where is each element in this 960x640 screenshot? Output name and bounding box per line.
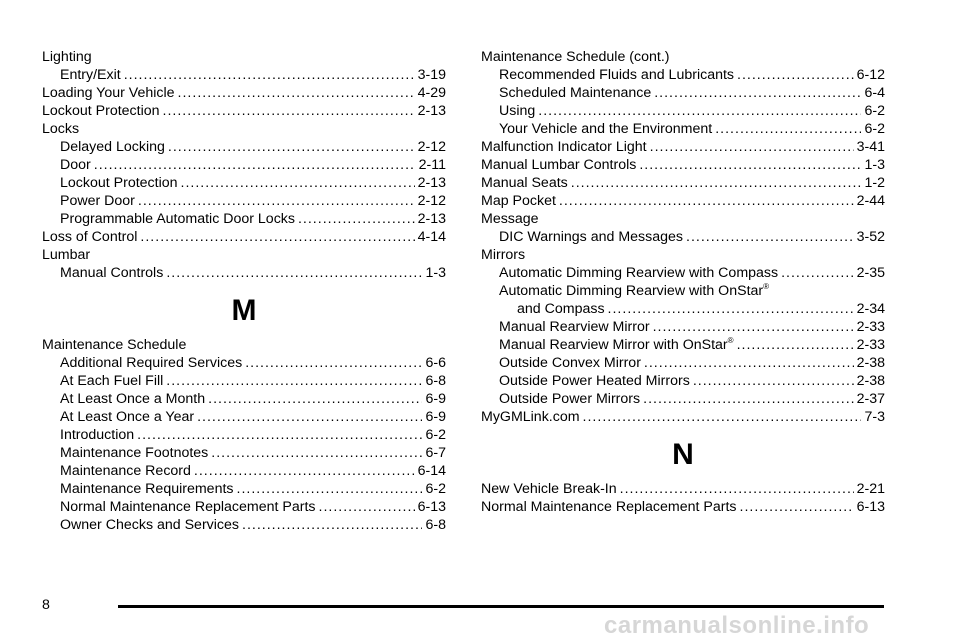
index-entry-text: [60, 426, 134, 444]
index-entry-label: Entry/Exit: [60, 67, 121, 83]
index-entry: [42, 462, 446, 480]
index-entry-text: [60, 480, 234, 498]
index-entry-text: [481, 174, 568, 192]
index-entry-page: 1-3: [425, 265, 446, 281]
dot-leader: [737, 66, 854, 84]
dot-leader: [237, 480, 423, 498]
index-entry-page: 2-34: [856, 301, 885, 317]
index-entry-label: Delayed Locking: [60, 139, 165, 155]
index-entry: [42, 354, 446, 372]
index-entry-label: Owner Checks and Services: [60, 517, 239, 533]
index-entry-page: 2-37: [856, 391, 885, 407]
dot-leader: [583, 408, 862, 426]
index-heading-text: Maintenance Schedule (cont.): [481, 49, 670, 65]
page-number: 8: [42, 597, 50, 613]
index-entry-label: MyGMLink.com: [481, 409, 580, 425]
index-entry: [42, 426, 446, 444]
index-entry-page: 2-44: [856, 193, 885, 209]
index-entry-text: [60, 372, 163, 390]
index-entry-page: 2-35: [856, 265, 885, 281]
footer-rule: [118, 605, 884, 608]
dot-leader: [208, 390, 422, 408]
dot-leader: [211, 444, 422, 462]
index-entry-label: Recommended Fluids and Lubricants: [499, 67, 735, 83]
dot-leader: [650, 138, 854, 156]
dot-leader: [194, 462, 415, 480]
index-entry-label: Power Door: [60, 193, 135, 209]
index-heading-text: Lighting: [42, 49, 92, 65]
index-entry-page: 6-4: [864, 85, 885, 101]
index-entry-text: [499, 390, 640, 408]
index-entry-page: 7-3: [864, 409, 885, 425]
index-entry-label: Outside Convex Mirror: [499, 355, 641, 371]
index-entry-text: [42, 84, 175, 102]
dot-leader: [137, 426, 422, 444]
index-entry: [481, 498, 885, 516]
dot-leader: [181, 174, 415, 192]
index-entry-label: Automatic Dimming Rearview with Compass: [499, 265, 779, 281]
dot-leader: [178, 84, 415, 102]
index-entry-text: [499, 228, 683, 246]
index-entry-text: [60, 498, 316, 516]
index-entry: [42, 192, 446, 210]
dot-leader: [168, 138, 415, 156]
index-entry-label: New Vehicle Break-In: [481, 481, 617, 497]
index-entry: [42, 138, 446, 156]
index-entry-text: [60, 192, 135, 210]
index-entry-text: [499, 84, 651, 102]
index-entry-text: [60, 174, 178, 192]
index-entry: [42, 516, 446, 534]
dot-leader: [639, 156, 861, 174]
registered-mark: ®: [763, 282, 770, 291]
index-entry-page: 6-2: [425, 481, 446, 497]
index-entry-text: [60, 390, 205, 408]
index-entry: [42, 228, 446, 246]
index-entry-page: 2-11: [418, 157, 446, 173]
index-entry: [481, 264, 885, 282]
index-entry: [481, 354, 885, 372]
index-entry: [481, 102, 885, 120]
index-entry-text: [60, 138, 165, 156]
index-entry-text: [481, 156, 636, 174]
index-entry: [481, 300, 885, 318]
index-entry-page: 4-14: [417, 229, 446, 245]
index-entry-text: [481, 138, 647, 156]
index-heading-text: Locks: [42, 121, 80, 137]
index-entry-text: [60, 354, 242, 372]
dot-leader: [559, 192, 854, 210]
dot-leader: [138, 192, 415, 210]
index-entry-label: At Least Once a Month: [60, 391, 206, 407]
index-entry: [481, 192, 885, 210]
index-entry: [481, 84, 885, 102]
index-entry: [42, 498, 446, 516]
index-entry-text: [481, 408, 580, 426]
dot-leader: [140, 228, 414, 246]
dot-leader: [643, 390, 853, 408]
index-entry-page: 6-9: [425, 409, 446, 425]
index-entry-text: [499, 372, 690, 390]
index-entry-label: Loading Your Vehicle: [42, 85, 175, 101]
index-entry: [481, 66, 885, 84]
index-column-right: [481, 48, 885, 516]
index-entry-page: 6-8: [425, 517, 446, 533]
index-entry: [481, 480, 885, 498]
index-entry-text: [517, 300, 605, 318]
dot-leader: [298, 210, 415, 228]
index-entry-page: 1-3: [864, 157, 885, 173]
index-entry-page: 6-8: [425, 373, 446, 389]
dot-leader: [644, 354, 854, 372]
index-entry-label: Programmable Automatic Door Locks: [60, 211, 295, 227]
index-entry-label: Normal Maintenance Replacement Parts: [60, 499, 316, 515]
index-entry-label: Maintenance Record: [60, 463, 191, 479]
index-entry: [481, 336, 885, 354]
index-entry: [481, 318, 885, 336]
index-entry-label: Door: [60, 157, 91, 173]
index-entry-page: 2-38: [856, 355, 885, 371]
dot-leader: [197, 408, 422, 426]
dot-leader: [608, 300, 854, 318]
index-entry-page: 2-33: [856, 337, 885, 353]
index-entry: [481, 372, 885, 390]
index-entry-label: Lockout Protection: [42, 103, 160, 119]
dot-leader: [242, 516, 422, 534]
index-entry-text: [60, 210, 295, 228]
dot-leader: [163, 102, 415, 120]
index-entry: [42, 264, 446, 282]
dot-leader: [245, 354, 422, 372]
index-entry-page: 6-2: [425, 427, 446, 443]
index-entry-text: [499, 336, 734, 354]
index-entry: [42, 210, 446, 228]
index-entry-label: Manual Seats: [481, 175, 568, 191]
index-heading: [42, 246, 446, 264]
dot-leader: [571, 174, 862, 192]
index-entry: [42, 480, 446, 498]
index-entry-label: and Compass: [517, 301, 605, 317]
index-entry: [42, 156, 446, 174]
index-heading-text: Message: [481, 211, 539, 227]
index-entry-text: [60, 462, 191, 480]
index-heading-text: Maintenance Schedule: [42, 337, 187, 353]
index-entry-label: Lockout Protection: [60, 175, 178, 191]
index-entry-text: [481, 192, 556, 210]
dot-leader: [781, 264, 853, 282]
index-entry: [481, 138, 885, 156]
index-entry-page: 4-29: [417, 85, 446, 101]
index-entry: [42, 66, 446, 84]
index-entry-text: [60, 66, 121, 84]
index-entry-text: [60, 516, 239, 534]
index-entry-text: [499, 66, 734, 84]
index-entry-text: [481, 498, 737, 516]
index-entry: [42, 372, 446, 390]
index-entry-label: Maintenance Requirements: [60, 481, 234, 497]
index-entry-label: DIC Warnings and Messages: [499, 229, 683, 245]
dot-leader: [319, 498, 415, 516]
index-entry-page: 6-13: [417, 499, 446, 515]
dot-leader: [715, 120, 861, 138]
index-entry: [42, 408, 446, 426]
index-heading-text: Mirrors: [481, 247, 526, 263]
index-entry-label: Introduction: [60, 427, 135, 443]
index-entry-page: 6-6: [425, 355, 446, 371]
index-heading-text: Automatic Dimming Rearview with OnStar: [499, 283, 764, 299]
dot-leader: [166, 372, 422, 390]
index-entry: [42, 102, 446, 120]
dot-leader: [686, 228, 854, 246]
index-entry-page: 6-12: [856, 67, 885, 83]
index-entry-label: Outside Power Heated Mirrors: [499, 373, 690, 389]
index-entry-page: 3-52: [856, 229, 885, 245]
index-entry-text: [60, 408, 194, 426]
watermark: carmanualsonline.info: [604, 612, 870, 639]
index-entry-page: 1-2: [864, 175, 885, 191]
index-entry-label: Maintenance Footnotes: [60, 445, 209, 461]
dot-leader: [124, 66, 415, 84]
dot-leader: [693, 372, 854, 390]
index-entry: [42, 444, 446, 462]
index-entry: [42, 174, 446, 192]
index-entry-label: Map Pocket: [481, 193, 556, 209]
index-entry-page: 6-7: [425, 445, 446, 461]
dot-leader: [538, 102, 861, 120]
index-entry: [481, 408, 885, 426]
index-column-left: [42, 48, 446, 534]
index-entry-text: [60, 156, 91, 174]
index-entry-text: [499, 120, 712, 138]
index-entry-page: 2-13: [417, 211, 446, 227]
index-heading: [481, 210, 885, 228]
index-entry-text: [499, 354, 641, 372]
dot-leader: [740, 498, 854, 516]
index-entry-page: 6-13: [856, 499, 885, 515]
index-entry-text: [499, 318, 650, 336]
index-entry-page: 6-2: [864, 121, 885, 137]
index-entry-page: 2-12: [417, 193, 446, 209]
index-heading: [42, 48, 446, 66]
index-entry-label: Manual Rearview Mirror: [499, 319, 650, 335]
index-entry: [481, 390, 885, 408]
index-entry-page: 3-19: [417, 67, 446, 83]
index-entry-text: [42, 102, 160, 120]
index-heading: [42, 120, 446, 138]
index-heading: [481, 246, 885, 264]
index-entry-text: [499, 102, 535, 120]
index-entry-label: Loss of Control: [42, 229, 138, 245]
index-entry-label: Scheduled Maintenance: [499, 85, 652, 101]
index-entry: [481, 174, 885, 192]
index-entry-page: 6-9: [425, 391, 446, 407]
registered-mark: ®: [727, 336, 734, 345]
index-entry-label: Normal Maintenance Replacement Parts: [481, 499, 737, 515]
dot-leader: [737, 336, 854, 354]
dot-leader: [654, 84, 861, 102]
index-entry-page: 2-21: [856, 481, 885, 497]
index-entry-label: Manual Lumbar Controls: [481, 157, 637, 173]
index-entry-page: 2-33: [856, 319, 885, 335]
index-entry-label: Manual Rearview Mirror with OnStar: [499, 337, 728, 353]
index-entry: [481, 228, 885, 246]
index-entry-page: 2-13: [417, 103, 446, 119]
dot-leader: [653, 318, 854, 336]
index-entry-label: Manual Controls: [60, 265, 164, 281]
index-entry-label: Your Vehicle and the Environment: [499, 121, 713, 137]
section-letter-m: M: [231, 294, 257, 327]
index-entry-page: 6-14: [417, 463, 446, 479]
index-entry-text: [481, 480, 617, 498]
index-entry: [481, 156, 885, 174]
index-entry: [481, 120, 885, 138]
dot-leader: [166, 264, 422, 282]
index-entry-page: 2-38: [856, 373, 885, 389]
index-entry-label: Malfunction Indicator Light: [481, 139, 647, 155]
index-entry-text: [60, 264, 163, 282]
index-entry-text: [60, 444, 208, 462]
index-entry-text: [42, 228, 137, 246]
dot-leader: [620, 480, 854, 498]
index-entry-text: [499, 264, 778, 282]
index-entry-page: 2-13: [417, 175, 446, 191]
index-entry-label: Using: [499, 103, 536, 119]
section-letter-n: N: [672, 438, 694, 471]
index-heading: [481, 282, 885, 300]
index-heading: [42, 336, 446, 354]
index-entry: [42, 390, 446, 408]
index-entry: [42, 84, 446, 102]
index-entry-page: 2-12: [417, 139, 446, 155]
index-heading: [481, 48, 885, 66]
index-entry-label: At Least Once a Year: [60, 409, 195, 425]
index-entry-label: At Each Fuel Fill: [60, 373, 164, 389]
index-entry-label: Additional Required Services: [60, 355, 243, 371]
index-entry-page: 6-2: [864, 103, 885, 119]
dot-leader: [94, 156, 416, 174]
index-entry-label: Outside Power Mirrors: [499, 391, 641, 407]
index-heading-text: Lumbar: [42, 247, 91, 263]
index-entry-page: 3-41: [856, 139, 885, 155]
